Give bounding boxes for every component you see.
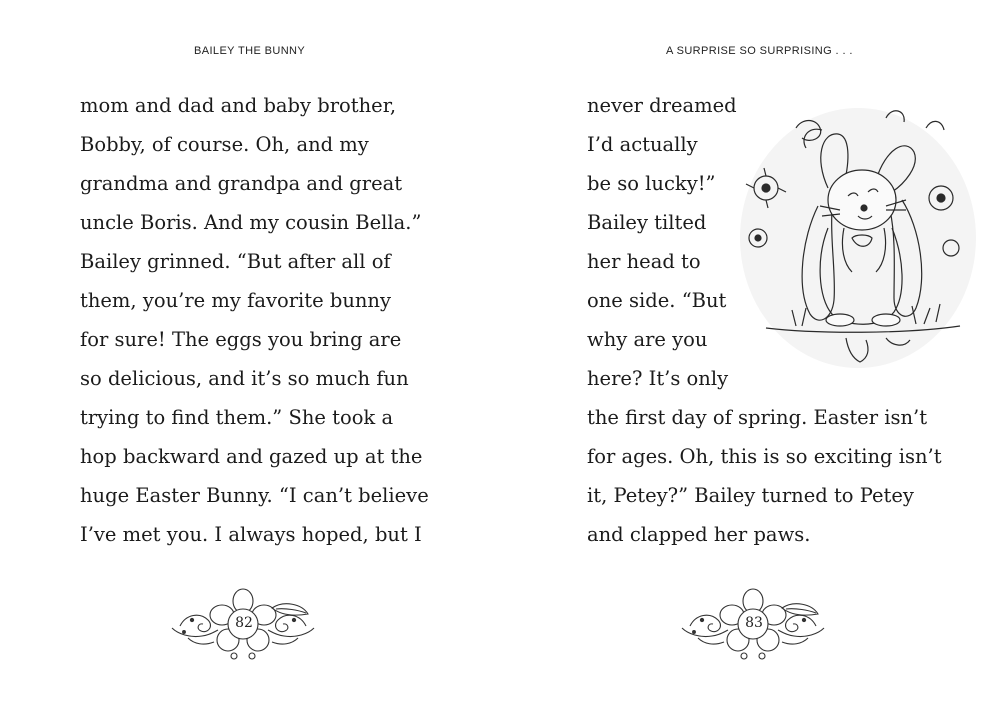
text-line: be so lucky!” (587, 172, 716, 195)
text-line: Bailey tilted (587, 211, 707, 234)
text-line: why are you (587, 328, 708, 351)
text-line: huge Easter Bunny. “I can’t believe (80, 484, 429, 507)
text-line: one side. “But (587, 289, 727, 312)
text-line: so delicious, and it’s so much fun (80, 367, 409, 390)
text-line: the first day of spring. Easter isn’t (587, 406, 928, 429)
text-line: Bailey grinned. “But after all of (80, 250, 391, 273)
running-head: A SURPRISE SO SURPRISING . . . (666, 45, 853, 57)
text-line: them, you’re my favorite bunny (80, 289, 392, 312)
text-line: here? It’s only (587, 367, 729, 390)
bunny-with-flowers-illustration-icon (736, 88, 980, 370)
text-line: it, Petey?” Bailey turned to Petey (587, 484, 914, 507)
text-line: Bobby, of course. Oh, and my (80, 133, 369, 156)
text-line: trying to find them.” She took a (80, 406, 394, 429)
text-line: hop backward and gazed up at the (80, 445, 423, 468)
text-line: and clapped her paws. (587, 523, 811, 546)
page-number: 83 (745, 615, 763, 631)
page-number: 82 (235, 615, 253, 631)
text-line: her head to (587, 250, 701, 273)
right-page (500, 0, 1000, 713)
text-line: grandma and grandpa and great (80, 172, 403, 195)
text-line: I’ve met you. I always hoped, but I (80, 523, 422, 546)
text-line: never dreamed (587, 94, 737, 117)
text-line: uncle Boris. And my cousin Bella.” (80, 211, 422, 234)
text-line: for ages. Oh, this is so exciting isn’t (587, 445, 942, 468)
text-line: mom and dad and baby brother, (80, 94, 397, 117)
running-head: BAILEY THE BUNNY (194, 45, 306, 57)
text-line: I’d actually (587, 133, 698, 156)
text-line: for sure! The eggs you bring are (80, 328, 402, 351)
